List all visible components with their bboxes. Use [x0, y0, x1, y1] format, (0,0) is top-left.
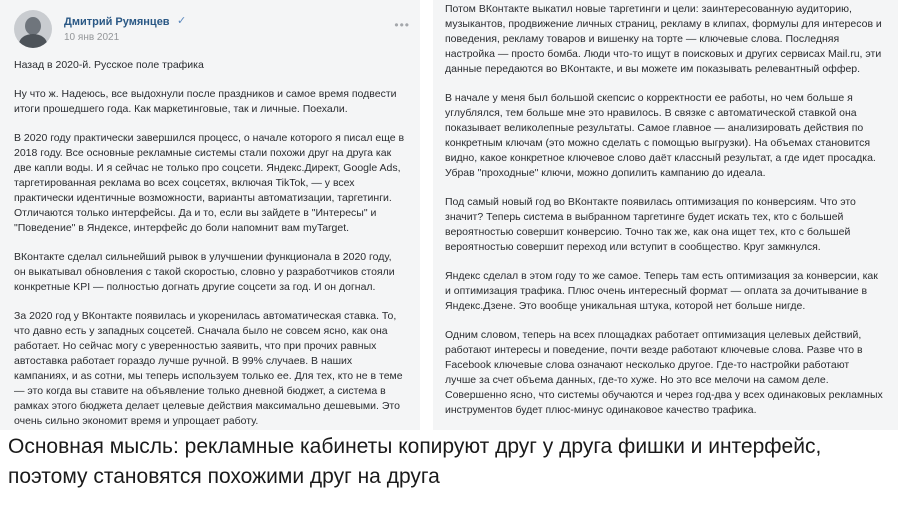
- post-date[interactable]: 10 янв 2021: [64, 32, 120, 43]
- post-paragraph: За 2020 год у ВКонтакте появилась и укоренилась автоматическая ставка. То, что давно есть у западных соцсетей. Сначала было не совсем ясно, как она работает. Но сейчас могу с уверенностью заявить, что при прочих равных автоставка работает гораздо лучше ручной. В 99% случаев. В наших кампаниях, и as сотни, мы теперь используем только ее. Для тех, кто не в теме — это когда вы ставите на объявление только дневной бюджет, а система в рамках этого бюджета делает целевые действия максимально дешевыми. Это очень сильно экономит время и упрощает работу.: [14, 310, 403, 427]
- post-paragraph: Назад в 2020-й. Русское поле трафика: [14, 59, 204, 71]
- post-header: [14, 8, 410, 48]
- post-paragraph: Ну что ж. Надеюсь, все выдохнули после праздников и самое время подвести итоги прошедшего года. Как маркетинговые, так и личные. Поехали.: [14, 88, 397, 115]
- post-paragraph: Одним словом, теперь на всех площадках работает оптимизация целевых действий, работают интересы и поведение, почти везде работают ключевые слова. Разве что в Facebook ключевые слова означают несколько другое. Где-то настройки работают лучше за счет объема данных, где-то хуже. Но это все мелочи на самом деле. Совершенно ясно, что системы обучаются и через год-два у всех одинаковых рекламных инструментов будет плюс-минус одинаковое качество трафика.: [445, 329, 883, 416]
- verified-icon: ✓: [177, 15, 187, 27]
- post-paragraph: Под самый новый год во ВКонтакте появилась оптимизация по конверсиям. Что это значит? Теперь система в выбранном таргетинге будет искать тех, кто с большей вероятностью совершит конверсию. Точно так же, как она ищет тех, кто с большей вероятностью совершит переход или вступит в сообщество. Круг замкнулся.: [445, 196, 856, 253]
- post-paragraph: ВКонтакте сделал сильнейший рывок в улучшении функционала в 2020 году, он выкатывал обновления с такой скоростью, словно у разработчиков стояли конкретные KPI — полностью догнать другие соцсети за год. И он догнал.: [14, 251, 395, 293]
- avatar[interactable]: [14, 10, 52, 48]
- caption-text: Основная мысль: рекламные кабинеты копируют друг у друга фишки и интерфейс, поэтому становятся похожими друг на друга: [8, 435, 822, 488]
- post-text-left: [14, 58, 406, 430]
- author-name[interactable]: Дмитрий Румянцев: [64, 16, 170, 28]
- post-right-panel: [433, 0, 898, 430]
- post-text-right: [445, 2, 883, 430]
- post-paragraph: В 2020 году практически завершился процесс, о начале которого я писал еще в 2018 году. Все основные рекламные системы стали похожи друг на друга как две капли воды. И я сейчас не только про соцсети. Яндекс.Директ, Google Ads, таргетированная реклама во всех соцсетях, включая TikTok, — у всех практически идентичные возможности, варианты автоматизации, таргетинги. Отличаются только интерфейсы. Да и то, если вы зайдете в "Интересы" и "Поведение" в Яндексе, интерфейс до боли напомнит вам myTarget.: [14, 132, 405, 234]
- post-paragraph: В начале у меня был большой скепсис о корректности ее работы, но чем больше я углублялся, тем больше мне это нравилось. В связке с автоматической ставкой она показывает великолепные результаты. Самое главное — анализировать действия по конкретным ключам (это можно сделать с помощью выгрузки). На объемах становится видно, какое конкретное ключевое слово даёт классный результат, а где идет просадка. Убрав "проходные" ключи, можно допилить кампанию до идеала.: [445, 92, 876, 179]
- post-left-panel: [0, 0, 420, 430]
- post-paragraph: Яндекс сделал в этом году то же самое. Теперь там есть оптимизация за конверсии, как и оптимизация трафика. Плюс очень интересный формат — оплата за дочитывание в Яндекс.Дзене. Это вообще уникальная штука, которой нет больше нигде.: [445, 270, 878, 312]
- more-options-icon[interactable]: •••: [394, 18, 410, 32]
- post-paragraph: Потом ВКонтакте выкатил новые таргетинги и цели: заинтересованную аудиторию, музыкантов, продвижение личных страниц, рекламу в клипах, формулы для интересов и поведения, рекламу товаров и вишенку на торте — ключевые слова. Последняя настройка — просто бомба. Люди что-то ищут в поисковых и других сервисах Mail.ru, эти данные передаются во ВКонтакте, и вы можете им показывать релевантный оффер.: [445, 3, 882, 75]
